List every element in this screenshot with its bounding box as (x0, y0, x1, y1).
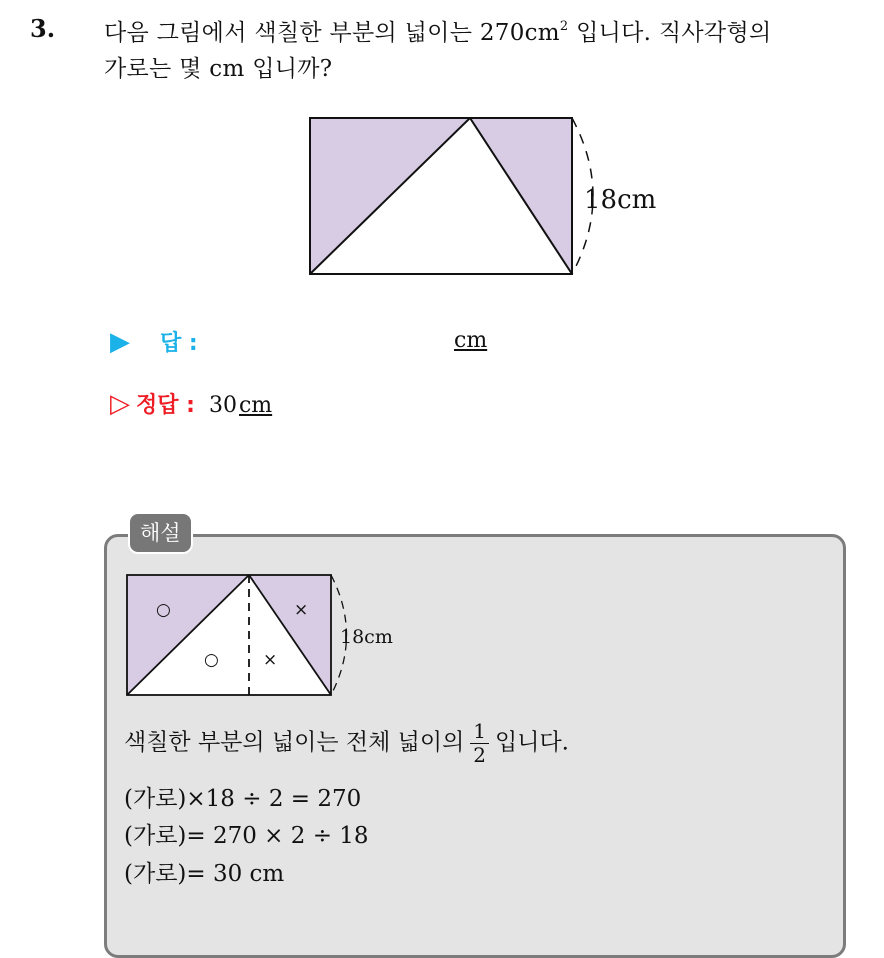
question-number: 3. (30, 14, 56, 43)
solution-line3: (가로)= 270 × 2 ÷ 18 (124, 823, 369, 849)
question-text-line1 (104, 14, 771, 47)
correct-unit: cm (238, 393, 273, 418)
answer-row (110, 326, 488, 357)
solution-line1 (124, 720, 569, 767)
correct-marker-icon: ▷ (110, 389, 130, 419)
solution-height-label: 18cm (340, 626, 393, 648)
circle-mark: ○ (156, 600, 171, 620)
question-text-line2: 가로는 몇 cm 입니까? (104, 56, 333, 82)
circle-mark: ○ (204, 650, 219, 670)
superscript-2: 2 (559, 19, 569, 34)
solution-text: 입니다. (495, 729, 569, 756)
correct-value: 30 (208, 393, 237, 418)
correct-answer-row (110, 388, 272, 419)
answer-marker-icon: ▶ (110, 327, 130, 357)
question-text-part: 다음 그림에서 색칠한 부분의 넓이는 270cm (104, 20, 560, 46)
answer-unit: cm (454, 328, 488, 353)
solution-figure (122, 570, 422, 700)
height-label: 18cm (584, 185, 657, 215)
correct-label: 정답 : (136, 393, 195, 418)
question-text-part: 입니다. 직사각형의 (568, 20, 772, 46)
solution-tab: 해설 (128, 512, 193, 554)
solution-line4: (가로)= 30 cm (124, 861, 285, 887)
solution-line2: (가로)×18 ÷ 2 = 270 (124, 786, 362, 812)
solution-text: 색칠한 부분의 넓이는 전체 넓이의 (124, 729, 465, 756)
answer-label: 답 : (160, 331, 198, 356)
fraction-denominator: 2 (473, 743, 487, 767)
cross-mark: × (294, 600, 309, 620)
cross-mark: × (263, 650, 278, 670)
fraction-half (470, 720, 489, 767)
fraction-numerator: 1 (470, 720, 489, 744)
rectangle-figure (300, 108, 680, 288)
